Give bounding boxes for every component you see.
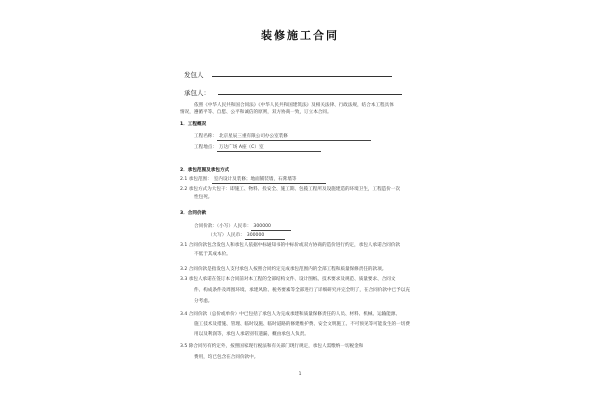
clause-3-1-line-2: 不低于其成本价。 xyxy=(194,252,231,257)
clause-3-1-line-1: 3.1 合同价款包含发包人和承包人依据中标通知书的中标价或双方协商的造价进行约定，承包人承诺合同价款 xyxy=(180,243,401,248)
page-number: 1 xyxy=(298,372,302,377)
section3-heading: 3．合同价款 xyxy=(180,211,207,216)
section1-heading: 1．工程概况 xyxy=(180,122,207,127)
clause-3-2-line-1: 3.2 合同价款是指发包人支付承包人按照合同约定完成承包范围内的全部工程和质量保修责任的款项。 xyxy=(180,267,387,272)
clause-3-4-line-1: 3.4 合同价款（总价或单价）中已包括了承包人为完成承建和质量保修责任的人员、材料、机械、运输能源、 xyxy=(180,312,401,317)
price-upper-row xyxy=(208,233,285,240)
scope-row xyxy=(180,177,326,184)
clause-3-4-line-2: 施工技术及措施、管理、临时设施、临时道路的修建维护费、安全文明施工、不可预见等可能发生的一切费 xyxy=(194,322,410,327)
contractor-blank-line xyxy=(218,88,402,95)
price-lower-value: 300000 xyxy=(251,224,291,231)
contractor-label: 承包人： xyxy=(184,89,210,97)
intro-line-2: 情况，遵循平等、自愿、公平和诚信的原则，双方协商一致，订立本合同。 xyxy=(180,110,332,115)
intro-line-1: 依照《中华人民共和国合同法》《中华人民共和国建筑法》及相关法律、行政法规，结合本工程具体 xyxy=(194,103,394,108)
scope-value: 室内设计及装修；地面铺装墙，石膏墙等 xyxy=(212,177,326,184)
employer-row xyxy=(184,70,392,79)
project-name-row xyxy=(194,134,371,141)
contract-mode-line-2: 性包死。 xyxy=(194,195,213,200)
clause-3-3-line-1: 3.3 承包人承诺在签订本合同前对本工程的全部结构文件、设计图纸、技术要求及规范、质量要求、合同文 xyxy=(180,277,396,282)
price-upper-label: （大写）人民币： xyxy=(208,233,245,238)
project-name-label: 工程名称： xyxy=(194,134,217,139)
employer-blank-line xyxy=(212,70,392,77)
price-lower-row xyxy=(194,224,291,231)
price-lower-label: 合同价款：（小写）人民币： xyxy=(194,224,252,229)
project-location-label: 工程地点： xyxy=(194,145,217,150)
clause-3-3-line-2: 件、构成条件及周围环境、承建风险、税务要素等全部进行了详细研究并完全明了，在合同价款中已予以充 xyxy=(194,288,410,293)
price-upper-value: 300000 xyxy=(245,233,285,240)
project-location-row xyxy=(194,145,321,152)
clause-3-5-line-1: 3.5 除合同另有约定外，按照国家现行税法和有关部门现行规定，承包人需缴纳一切税金和 xyxy=(180,344,364,349)
clause-3-3-line-3: 分考虑。 xyxy=(194,299,213,304)
clause-3-5-line-2: 费用，均已包含在合同价款中。 xyxy=(194,355,259,360)
contract-title: 装修施工合同 xyxy=(261,29,339,42)
project-name-value: 北京星辰三重有限公司办公室装修 xyxy=(217,134,371,141)
clause-3-4-line-3: 用以及利润等，承包人承诺别有遗漏，概由承包人负责。 xyxy=(194,332,309,337)
section2-heading: 2．承包范围及承包方式 xyxy=(180,168,230,173)
contractor-row xyxy=(184,88,402,97)
contract-mode-line-1: 2.2 承包方式为大包干：即施工、物料、投安全、施工期、包揽工程所及设施建造的环境卫生，工程造价一次 xyxy=(180,187,401,192)
scope-label: 2.1 承包范围： xyxy=(180,177,212,182)
project-location-value: 万达广场 A座（C）室 xyxy=(217,145,321,152)
employer-label: 发包人 xyxy=(184,71,204,79)
